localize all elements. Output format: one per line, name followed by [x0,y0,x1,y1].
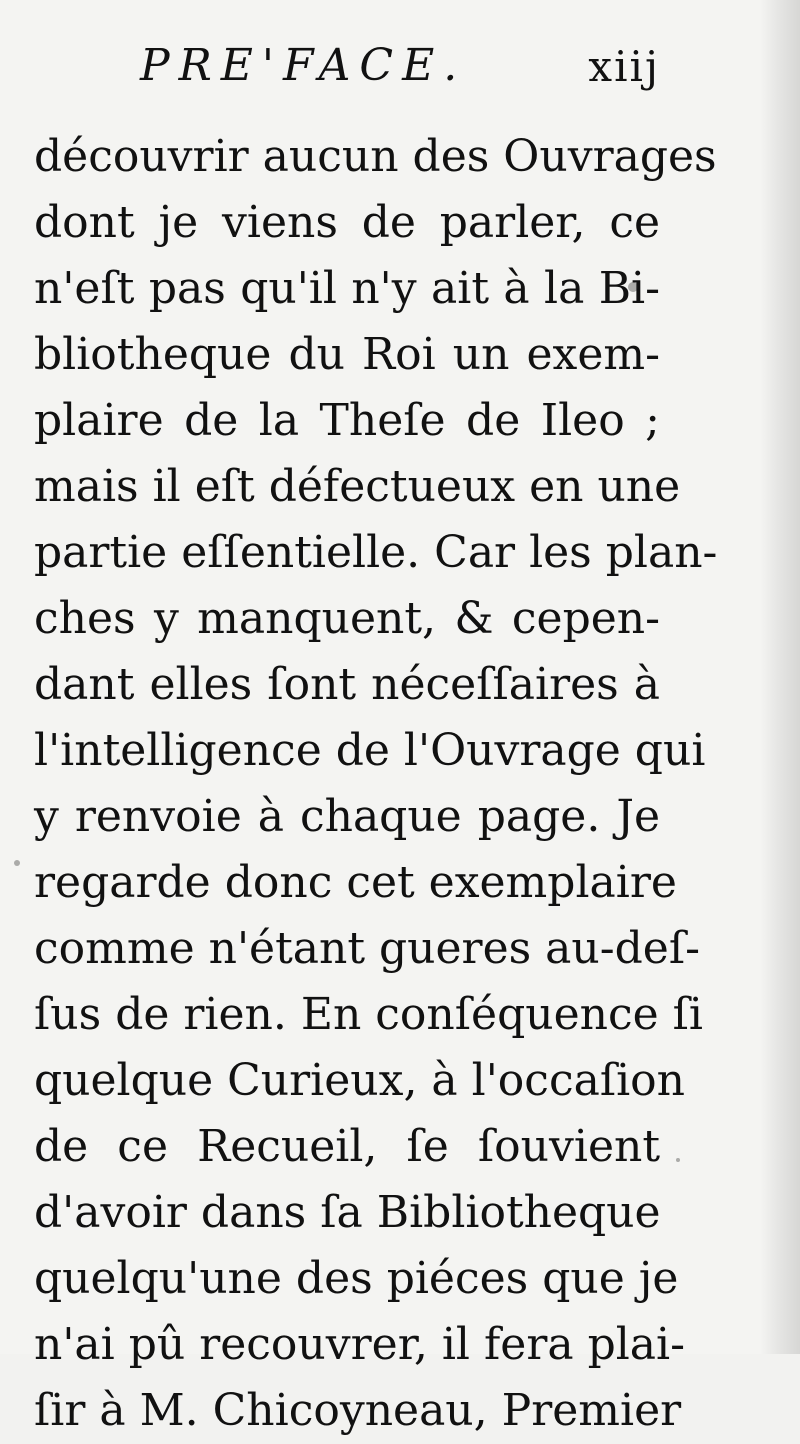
paper-speck [676,1158,680,1162]
text-line: bliotheque du Roi un exem- [34,329,660,380]
page-number: xiij [588,42,660,91]
page-header [140,40,660,106]
text-line: l'intelligence de l'Ouvrage qui [34,725,706,776]
text-line: partie eſſentielle. Car les plan- [34,527,718,578]
text-line: quelque Curieux, à l'occaſion [34,1055,685,1106]
text-line: découvrir aucun des Ouvrages [34,131,717,182]
paper-speck [14,860,20,866]
text-line: de ce Recueil, ſe ſouvient [34,1121,660,1172]
text-line: regarde donc cet exemplaire [34,857,677,908]
body-text [34,124,718,1444]
text-line: quelqu'une des piéces que je [34,1253,679,1304]
text-line: mais il eſt défectueux en une [34,461,681,512]
paper-speck [628,282,638,292]
text-line: ſir à M. Chicoyneau, Premier [34,1385,682,1436]
running-title: PRE'FACE. [140,40,467,91]
text-line: d'avoir dans ſa Bibliotheque [34,1187,661,1238]
text-line: dant elles ſont néceſſaires à [34,659,660,710]
text-line: n'eſt pas qu'il n'y ait à la Bi- [34,263,660,314]
text-line: comme n'étant gueres au-deſ- [34,923,700,974]
text-line: dont je viens de parler, ce [34,197,660,248]
text-line: plaire de la Theſe de Ileo ; [34,395,660,446]
text-line: n'ai pû recouvrer, il fera plai- [34,1319,685,1370]
text-line: y renvoie à chaque page. Je [34,791,660,842]
text-line: ches y manquent, & cepen- [34,593,660,644]
page-edge-shadow [760,0,800,1354]
text-line: ſus de rien. En conſéquence ſi [34,989,703,1040]
